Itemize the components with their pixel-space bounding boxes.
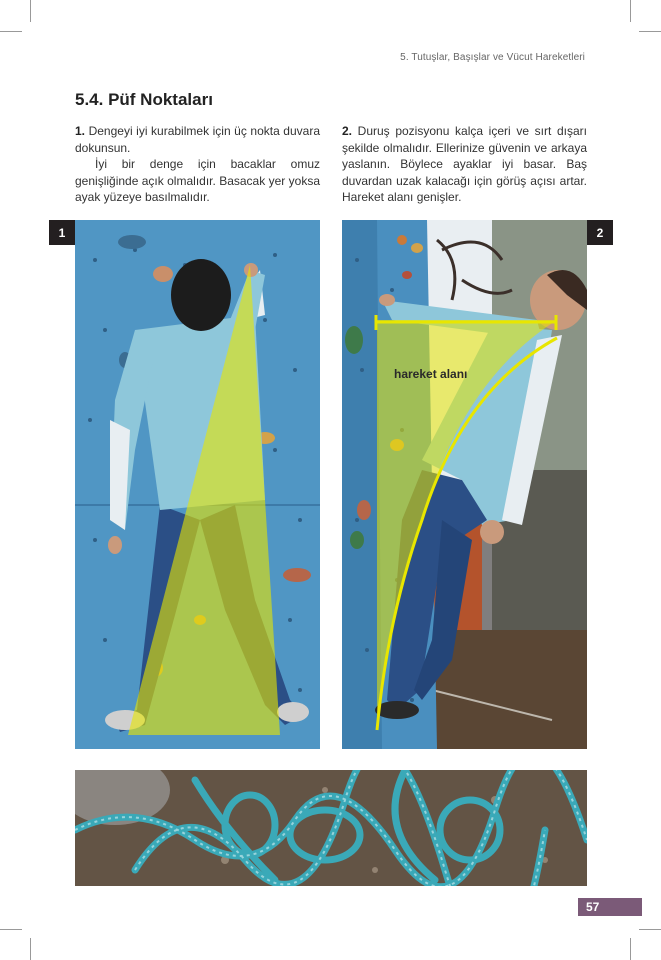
- tip-1-paragraph: [75, 123, 320, 156]
- crop-mark: [30, 938, 31, 960]
- tip-1-text: Dengeyi iyi kurabilmek için üç nokta duvara dokunsun.: [75, 124, 320, 155]
- tip-1-text-2: İyi bir denge için bacaklar omuz genişliğinde açık olmalıdır. Basacak yer yoksa ayak yüzeye basılmalıdır.: [75, 157, 320, 204]
- tip-2-paragraph: [342, 123, 587, 206]
- crop-mark: [639, 929, 661, 930]
- figure-2-photo: [342, 220, 587, 749]
- rope-illustration: [75, 770, 587, 886]
- running-header: 5. Tutuşlar, Başışlar ve Vücut Hareketleri: [400, 52, 585, 63]
- hareket-alani-label: hareket alanı: [394, 367, 468, 381]
- figure-2-illustration: [342, 220, 587, 749]
- crop-mark: [630, 0, 631, 22]
- figure-2-badge: 2: [587, 220, 613, 245]
- crop-mark: [630, 938, 631, 960]
- tip-2-number: 2.: [342, 124, 353, 138]
- page-number: 57: [578, 898, 642, 916]
- figure-1-illustration: [75, 220, 320, 749]
- crop-mark: [639, 31, 661, 32]
- crop-mark: [0, 929, 22, 930]
- tip-2-text: Duruş pozisyonu kalça içeri ve sırt dışarı şekilde olmalıdır. Ellerinize güvenin ve arkaya yaslanın. Böylece ayaklar iyi basar. Baş duvardan uzak kalacağı için görüş açısı artar. Hareket alanı genişler.: [342, 124, 587, 204]
- crop-mark: [0, 31, 22, 32]
- section-title: 5.4. Püf Noktaları: [75, 90, 213, 109]
- figure-1-badge: 1: [49, 220, 75, 245]
- figure-1-photo: [75, 220, 320, 749]
- crop-mark: [30, 0, 31, 22]
- rope-photo: [75, 770, 587, 886]
- tip-1-number: 1.: [75, 124, 86, 138]
- tip-1: [75, 123, 320, 206]
- tip-2: [342, 123, 587, 206]
